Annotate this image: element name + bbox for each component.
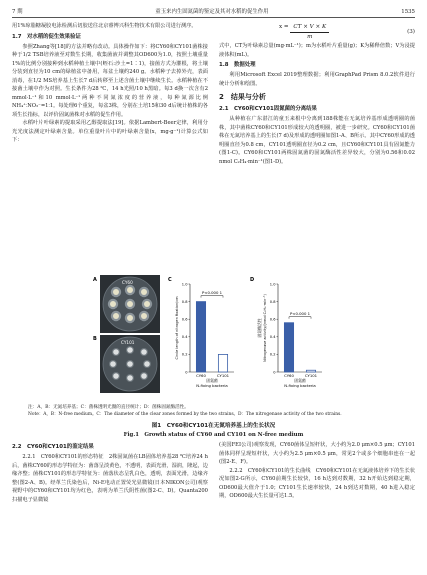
section-heading: 2.1 CY60和CY101固氮菌的分离结果	[219, 106, 317, 112]
paragraph: 用1%琼脂糖凝胶电泳检测后切胶送往北京睿博兴科生物技术有限公司进行测序。	[12, 23, 197, 29]
chart-d	[257, 282, 322, 388]
equation-body	[279, 23, 329, 41]
x-axis-label: N-fixing bacteria	[196, 383, 228, 388]
paragraph: 利用Microsoft Excel 2019整理数据；利用GraphPad Prism 8.0.2软件进行统计分析和绘图。	[219, 72, 415, 87]
bottom-right-column	[219, 441, 415, 569]
paragraph: (美国FEI公司)观察发现，CY60菌体呈短杆状，大小约为2.0 μm×0.5 μm；CY101菌体同样呈现短杆状，大小约为2.5 μm×0.5 μm，常见2个或多个细胞串连在一起(图2-E、F)。	[219, 442, 415, 465]
x-tick-label: CY101	[304, 373, 318, 378]
plate-b-label: CY101	[121, 340, 135, 345]
x-axis-label: N-fixing bacteria	[284, 383, 316, 388]
equation-3	[219, 22, 415, 42]
section-heading: 1.7 对水稻的促生效果验证	[12, 33, 81, 40]
paragraph: 从种植在广东湛江的童玉来根中分离到188株能在无氮培养基形成透明圈的菌株，其中菌株CY60和CY101形成较大的透明圈，被进一步研究。CY60和CY101菌株在无氮培养基上的生长(7 d)及形成的透明圈如图1-A、B所示。其中CY60形成的透明圈直径为0.8 cm，CY101透明圈直径为0.2 cm，且CY60和CY101具有固氮能力(图1-C)。CY60和CY101两株固氮菌的固氮酶活性差异较大，分别为0.56和0.02 nmol C₂H₄·min⁻¹(图1-D)。	[219, 116, 415, 165]
colony	[113, 349, 119, 355]
y-axis-label-cn: 固氮酶活性	[257, 318, 262, 338]
colony	[113, 313, 119, 319]
page-header	[12, 6, 415, 18]
y-tick-label: 1.0	[269, 282, 276, 287]
panel-a-label: A	[93, 277, 97, 283]
y-tick-label: 0.8	[269, 299, 276, 304]
y-tick-label: 0.4	[269, 335, 276, 340]
figure-1	[0, 272, 427, 402]
y-tick-label: 0.4	[181, 335, 188, 340]
colony	[141, 289, 147, 295]
chart-c	[175, 282, 234, 388]
y-tick-label: 0	[185, 370, 188, 375]
colony	[141, 313, 147, 319]
paragraph: 2.2.2 CY60和CY101的生长曲线 CY60和CY101在无氮液体培养下的生长状况如图2-G所示，CY60前期生长较快，16 h达到对数期，32 h开始达到稳定期，OD600最大值介于1.0；CY101生长速率较快，24 h到达对数期，40 h进入稳定期，OD600最大生长量可达1.5。	[219, 467, 415, 499]
x-tick-label: CY60	[284, 373, 294, 378]
y-tick-label: 0.6	[181, 317, 188, 322]
plate-a-label: CY60	[122, 280, 133, 285]
colony	[141, 373, 147, 379]
equation-denominator: m	[307, 33, 313, 40]
x-axis-label-cn: 固氮菌	[294, 378, 306, 383]
y-tick-label: 1.0	[181, 282, 188, 287]
figure-note-en: Note：A，B：N-free medium。C：The diameter of the clear zones formed by the two strains。D：The nitrogenase activity of the two strains.	[28, 412, 342, 417]
y-tick-label: 0.2	[269, 352, 276, 357]
panel-c-label: C	[168, 277, 172, 283]
equation-number: (3)	[407, 28, 415, 35]
significance-bracket	[201, 296, 223, 298]
right-column	[219, 22, 415, 270]
bottom-left-column	[12, 441, 208, 569]
y-tick-label: 0	[273, 370, 276, 375]
colony	[127, 375, 133, 381]
paragraph: 参照Zhang等[18]的方法并略有改动。具体操作如下：将CY60和CY101菌株接种于1/2 TSB培养液至对数生长期，收集菌液并调整其OD600为1.0，按照土壤重量1%的比例分别接种到水稻种植土壤中(蛭石:沙土=1∶1)，接菌方式为灌根，将土壤分装到直径为10 cm的绿植盆中备用，每盆土壤约240 g。水稻种子去掉外壳，表面消毒，在1/2 MS培养基上生长7 d后转移至上述含菌土壤中继续生长。水稻种植在不接菌土壤中作为对照。生长条件为28 ℃，14 h光照/10 h黑暗。每3 d换一次含有2 mmol·L⁻¹和10 mmol·L⁻¹两种不同氮浓度的营养液，每种氮源比例NH₄⁺∶NO₃⁻=1∶1。每处理6个重复，每盆3株，分别在土培15和30 d后统计植株的各项生长指标，以评价固氮菌株对水稻的促生作用。	[12, 43, 208, 118]
significance-label: P<0.000 1	[202, 290, 222, 296]
colony	[110, 301, 116, 307]
paragraph: 水稻叶片叶绿素的提取采用乙醇提取法[19]。依据Lambert-Beer定律，利用分光光度法测定叶绿素含量。单位重量叶片中的叶绿素含量(x，mg·g⁻¹)计算公式如下：	[12, 120, 208, 143]
colony	[127, 347, 133, 353]
plate-photo-a	[100, 275, 160, 333]
colony	[127, 315, 133, 321]
section-heading: 1.8 数据处理	[219, 62, 256, 68]
colony	[110, 361, 116, 367]
equation-lhs: x =	[279, 24, 291, 30]
colony	[127, 287, 133, 293]
bar	[218, 354, 227, 372]
colony	[113, 373, 119, 379]
panel-b-label: B	[93, 336, 97, 342]
colony	[144, 361, 150, 367]
colony	[141, 349, 147, 355]
equation-fraction	[290, 23, 329, 41]
colony	[113, 289, 119, 295]
paragraph: 式中，CT为叶绿素总量(mg·mL⁻¹)；m为水稻叶片重量(g)；K为稀释倍数；V为浸提液体积(mL)。	[219, 43, 415, 58]
colony	[144, 301, 150, 307]
colony	[127, 301, 133, 307]
figure-1-graphic	[0, 272, 427, 402]
paragraph: 2.2.1 CY60和CY101的形态特征 2株固氮菌在LB固体培养基28 ℃培养24 h后，菌株CY60的形态学特征为：菌落呈淡黄色，不透明，表面光滑，湿润，隆起，边缘齐整；菌株CY101的形态学特征为：菌落状态呈乳白色，透明，表面光滑，边缘齐整(图2-A、B)。经革兰氏染色后，Ni-E电动正置荧光显微镜(日本NIKON公司)观察视野中的CY60和CY101均为红色，表明为革兰氏阴性菌(图2-C、D)。Quanta200扫描电子显微镜	[12, 454, 208, 503]
left-column	[12, 22, 208, 270]
x-axis-label-cn: 固氮菌	[206, 378, 218, 383]
section-heading: 2 结果与分析	[219, 93, 266, 101]
significance-bracket	[289, 317, 311, 319]
bar	[284, 323, 293, 372]
equation-numerator: CT × V × K	[290, 23, 329, 33]
y-tick-label: 0.2	[181, 352, 188, 357]
y-axis-label: Circle length of nitrogen fixation/cm	[175, 296, 179, 360]
plate-photo-b	[100, 335, 160, 393]
bar	[196, 302, 205, 372]
x-tick-label: CY101	[216, 373, 230, 378]
section-heading: 2.2 CY60和CY101的鉴定结果	[12, 444, 94, 450]
figure-caption-cn: 图1 CY60和CY101在无氮培养基上的生长状况	[151, 423, 276, 429]
y-tick-label: 0.6	[269, 317, 276, 322]
x-tick-label: CY60	[196, 373, 206, 378]
y-axis-label: Nitrogenase activity/(nmol C₂H₄·min⁻¹)	[263, 294, 267, 362]
page-number-left: 7 期	[12, 9, 23, 15]
colony	[127, 361, 133, 367]
y-tick-label: 0.8	[181, 299, 188, 304]
significance-label: P<0.000 1	[290, 311, 310, 317]
running-title: 童玉来内生固氮菌的鉴定及其对水稻的促生作用	[155, 9, 269, 15]
page-number-right: 1535	[401, 9, 415, 15]
panel-d-label: D	[250, 277, 255, 283]
figure-note-cn: 注：A，B：无氮培养基；C：菌株透明光圈的直径统计；D：菌株固氮酶活性。	[28, 405, 189, 410]
bar	[306, 370, 315, 372]
figure-caption-en: Fig.1 Growth status of CY60 and CY101 on N-free medium	[123, 432, 304, 438]
